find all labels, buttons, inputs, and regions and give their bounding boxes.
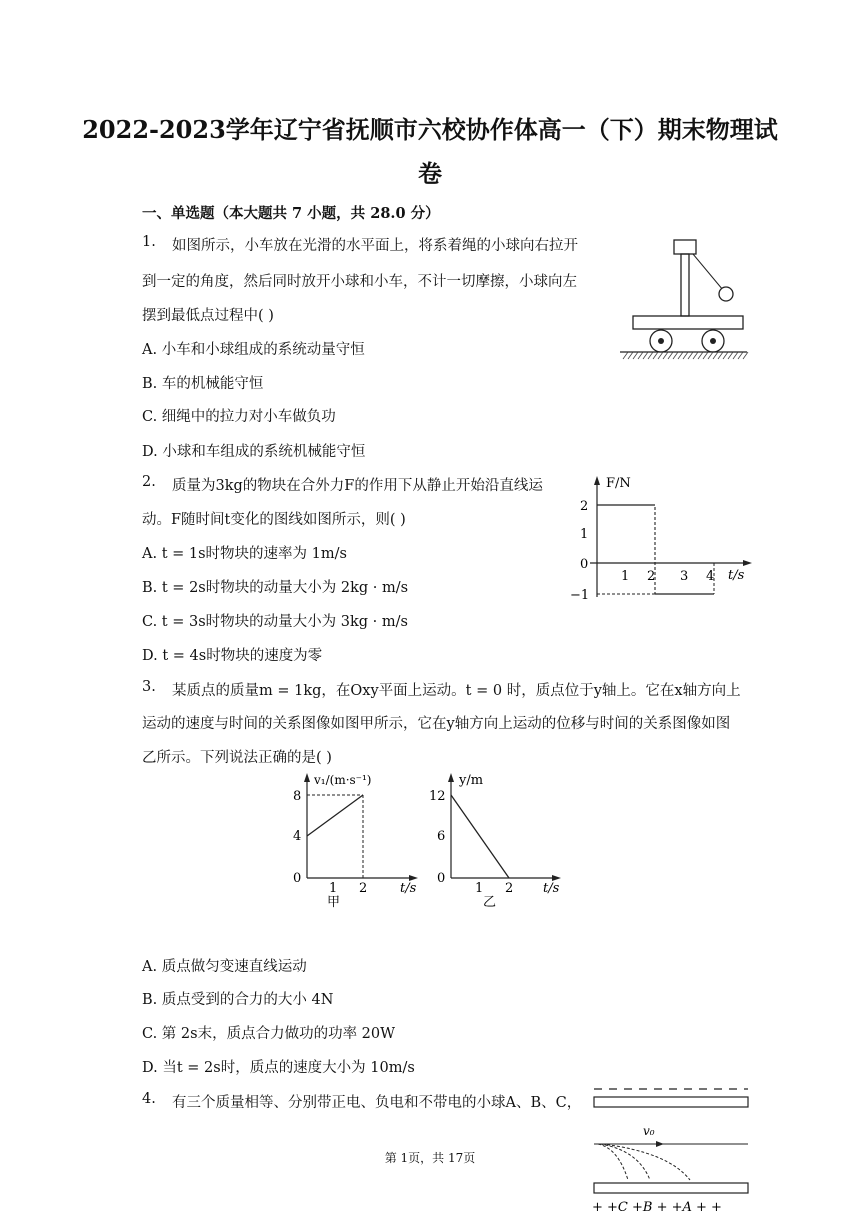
ground-hatch	[623, 352, 628, 359]
ground-hatch	[663, 352, 668, 359]
cart-pendulum-figure	[615, 232, 755, 364]
velocity-label: v₀	[643, 1124, 655, 1138]
option-d: D. 当t = 2s时，质点的速度大小为 10m/s	[142, 1060, 415, 1076]
ground-hatch	[643, 352, 648, 359]
option-c: C. 细绳中的拉力对小车做负功	[142, 409, 336, 425]
option-b: B. 质点受到的合力的大小 4N	[142, 992, 334, 1008]
x-axis-label: t/s	[400, 881, 417, 896]
ground-hatch	[728, 352, 733, 359]
question-number: 3.	[142, 679, 156, 695]
graph-caption: 甲	[327, 895, 341, 910]
ground-hatch	[743, 352, 748, 359]
x-tick: 1	[621, 569, 630, 584]
section-heading: 一、单选题（本大题共 7 小题，共 28.0 分）	[142, 205, 440, 222]
y-tick: 12	[429, 789, 446, 804]
option-c: C. 第 2s末，质点合力做功的功率 20W	[142, 1026, 396, 1042]
page-footer: 第 1页，共 17页	[384, 1151, 476, 1165]
velocity-time-graph	[282, 768, 432, 910]
ground-hatch	[628, 352, 633, 359]
x-tick: 1	[329, 881, 338, 896]
option-a: A. 小车和小球组成的系统动量守恒	[142, 342, 365, 358]
question-text: 有三个质量相等、分别带正电、负电和不带电的小球A、B、C，	[172, 1095, 582, 1111]
ground-hatch	[693, 352, 698, 359]
ground-hatch	[698, 352, 703, 359]
question-text: 到一定的角度，然后同时放开小球和小车，不计一切摩擦，小球向左	[142, 274, 577, 290]
question-number: 4.	[142, 1091, 156, 1107]
y-tick: −1	[570, 588, 590, 603]
x-tick: 4	[706, 569, 715, 584]
y-tick: 0	[293, 871, 302, 886]
question-text: 乙所示。下列说法正确的是( )	[142, 750, 332, 766]
displacement-time-graph	[425, 768, 575, 910]
displacement-line	[451, 795, 509, 878]
ground-hatch	[683, 352, 688, 359]
velocity-line	[307, 795, 363, 836]
y-axis-label: F/N	[606, 476, 631, 491]
option-b: B. 车的机械能守恒	[142, 376, 264, 392]
force-time-graph	[560, 472, 755, 612]
y-tick: 0	[437, 871, 446, 886]
question-text: 摆到最低点过程中( )	[142, 308, 274, 324]
graph-caption: 乙	[483, 895, 497, 910]
option-d: D. t = 4s时物块的速度为零	[142, 648, 323, 664]
ground-hatch	[678, 352, 683, 359]
x-tick: 2	[359, 881, 368, 896]
ground-hatch	[713, 352, 718, 359]
ground-hatch	[733, 352, 738, 359]
option-d: D. 小球和车组成的系统机械能守恒	[142, 444, 366, 460]
y-tick: 1	[580, 527, 589, 542]
y-tick: 8	[293, 789, 302, 804]
question-text: 运动的速度与时间的关系图像如图甲所示，它在y轴方向上运动的位移与时间的关系图像如图	[142, 716, 731, 732]
question-text: 某质点的质量m = 1kg，在Oxy平面上运动。t = 0 时，质点位于y轴上。它在x轴方向上	[172, 683, 741, 699]
ground-hatch	[738, 352, 743, 359]
x-tick: 2	[647, 569, 656, 584]
x-axis-label: t/s	[728, 568, 745, 583]
x-axis-label: t/s	[543, 881, 560, 896]
question-text: 动。F随时间t变化的图线如图所示，则( )	[142, 512, 406, 528]
y-tick: 6	[437, 829, 446, 844]
ground-hatch	[673, 352, 678, 359]
y-axis-label: y/m	[459, 773, 484, 788]
ground-hatch	[668, 352, 673, 359]
option-a: A. t = 1s时物块的速率为 1m/s	[142, 546, 347, 562]
x-tick: 2	[505, 881, 514, 896]
ground-hatch	[688, 352, 693, 359]
question-number: 2.	[142, 474, 156, 490]
y-tick: 0	[580, 557, 589, 572]
ground-hatch	[648, 352, 653, 359]
question-text: 如图所示，小车放在光滑的水平面上，将系着绳的小球向右拉开	[172, 238, 578, 254]
question-number: 1.	[142, 234, 156, 250]
ground-hatch	[638, 352, 643, 359]
x-tick: 1	[475, 881, 484, 896]
y-tick: 4	[293, 829, 302, 844]
question-text: 质量为3kg的物块在合外力F的作用下从静止开始沿直线运	[172, 478, 543, 494]
page-title-cont: 卷	[418, 159, 442, 188]
ground-hatch	[633, 352, 638, 359]
page-title: 2022-2023学年辽宁省抚顺市六校协作体高一（下）期末物理试	[82, 115, 778, 144]
ground-hatch	[703, 352, 708, 359]
option-a: A. 质点做匀变速直线运动	[142, 959, 307, 975]
ground-hatch	[708, 352, 713, 359]
y-axis-label: v₁/(m·s⁻¹)	[314, 773, 372, 787]
charge-labels: + +C +B + +A + +	[592, 1200, 722, 1215]
ground-hatch	[658, 352, 663, 359]
ground-hatch	[718, 352, 723, 359]
y-tick: 2	[580, 499, 589, 514]
x-tick: 3	[680, 569, 689, 584]
option-b: B. t = 2s时物块的动量大小为 2kg · m/s	[142, 580, 409, 596]
ground-hatch	[653, 352, 658, 359]
ground-hatch	[723, 352, 728, 359]
option-c: C. t = 3s时物块的动量大小为 3kg · m/s	[142, 614, 408, 630]
